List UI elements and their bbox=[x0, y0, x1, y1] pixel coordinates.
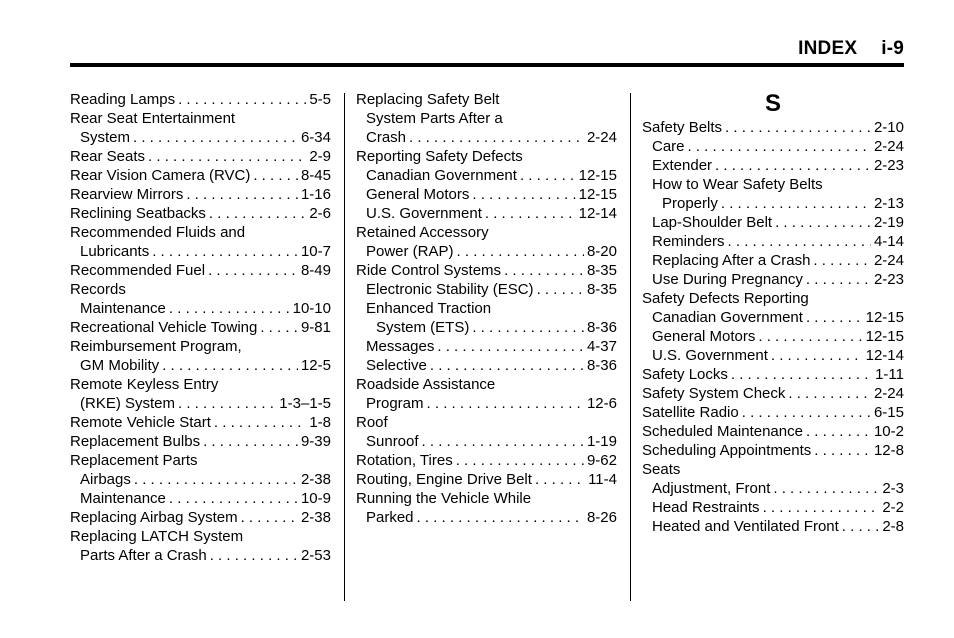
entry-term: General Motors bbox=[652, 328, 756, 345]
entry-term: Parked bbox=[366, 509, 414, 526]
entry-term: Rear Vision Camera (RVC) bbox=[70, 167, 251, 184]
entry-page-ref: 1-19 bbox=[586, 433, 617, 450]
dot-leader bbox=[806, 422, 871, 441]
entry-term: Ride Control Systems bbox=[356, 262, 502, 279]
entry-term: Scheduling Appointments bbox=[642, 442, 812, 459]
entry-term: Selective bbox=[366, 357, 427, 374]
entry-page-ref: 12-15 bbox=[578, 186, 617, 203]
index-entry bbox=[70, 166, 331, 185]
index-entry bbox=[70, 223, 331, 242]
entry-term: Safety Locks bbox=[642, 366, 728, 383]
entry-page-ref: 11-4 bbox=[588, 471, 617, 488]
index-entry bbox=[356, 413, 617, 432]
dot-leader bbox=[134, 470, 298, 489]
dot-leader bbox=[178, 394, 276, 413]
index-entry bbox=[70, 109, 331, 128]
index-entry bbox=[70, 432, 331, 451]
dot-leader bbox=[241, 508, 298, 527]
dot-leader bbox=[133, 128, 298, 147]
entry-term: Replacing After a Crash bbox=[652, 252, 811, 269]
index-column-1 bbox=[70, 90, 331, 565]
entry-term: Extender bbox=[652, 157, 713, 174]
entry-term: (RKE) System bbox=[80, 395, 176, 412]
dot-leader bbox=[148, 147, 306, 166]
index-entry bbox=[642, 422, 904, 441]
index-entry bbox=[642, 175, 904, 194]
index-entry bbox=[70, 470, 331, 489]
entry-page-ref: 9-81 bbox=[300, 319, 331, 336]
index-entry bbox=[356, 432, 617, 451]
index-entry bbox=[70, 299, 331, 318]
entry-term: Replacing Airbag System bbox=[70, 509, 238, 526]
entry-term: Roadside Assistance bbox=[356, 376, 496, 393]
dot-leader bbox=[472, 185, 575, 204]
entry-page-ref: 2-2 bbox=[882, 499, 904, 516]
entry-page-ref: 1-8 bbox=[309, 414, 331, 431]
index-entry bbox=[356, 356, 617, 375]
entry-term: Scheduled Maintenance bbox=[642, 423, 803, 440]
index-entry bbox=[642, 194, 904, 213]
index-entry bbox=[642, 270, 904, 289]
dot-leader bbox=[427, 394, 584, 413]
entry-term: Power (RAP) bbox=[366, 243, 454, 260]
entry-page-ref: 2-23 bbox=[873, 271, 904, 288]
entry-page-ref: 1-16 bbox=[300, 186, 331, 203]
entry-page-ref: 2-8 bbox=[882, 518, 904, 535]
entry-term: General Motors bbox=[366, 186, 470, 203]
page-number: i-9 bbox=[881, 38, 904, 59]
index-column-2 bbox=[356, 90, 617, 527]
dot-leader bbox=[457, 242, 584, 261]
index-entry bbox=[70, 204, 331, 223]
entry-term: Replacing LATCH System bbox=[70, 528, 244, 545]
entry-page-ref: 5-5 bbox=[309, 91, 331, 108]
header-title: INDEX bbox=[798, 38, 858, 59]
index-entry bbox=[356, 451, 617, 470]
dot-leader bbox=[775, 213, 871, 232]
entry-page-ref: 2-6 bbox=[309, 205, 331, 222]
entry-term: Rear Seat Entertainment bbox=[70, 110, 236, 127]
index-entry bbox=[70, 128, 331, 147]
dot-leader bbox=[437, 337, 584, 356]
index-entry bbox=[356, 394, 617, 413]
index-entry bbox=[642, 251, 904, 270]
entry-page-ref: 6-34 bbox=[300, 129, 331, 146]
dot-leader bbox=[203, 432, 298, 451]
dot-leader bbox=[178, 90, 306, 109]
entry-page-ref: 2-38 bbox=[300, 509, 331, 526]
index-entry bbox=[70, 90, 331, 109]
index-entry bbox=[642, 156, 904, 175]
entry-term: Adjustment, Front bbox=[652, 480, 771, 497]
index-entry bbox=[70, 147, 331, 166]
entry-term: Reporting Safety Defects bbox=[356, 148, 523, 165]
entry-term: Satellite Radio bbox=[642, 404, 739, 421]
index-entry bbox=[642, 308, 904, 327]
entry-term: Remote Keyless Entry bbox=[70, 376, 219, 393]
entry-page-ref: 2-24 bbox=[873, 252, 904, 269]
entry-term: Heated and Ventilated Front bbox=[652, 518, 839, 535]
dot-leader bbox=[688, 137, 871, 156]
index-entry bbox=[356, 375, 617, 394]
index-entry bbox=[70, 356, 331, 375]
dot-leader bbox=[535, 470, 585, 489]
entry-term: Parts After a Crash bbox=[80, 547, 207, 564]
index-entry bbox=[356, 470, 617, 489]
entry-page-ref: 8-26 bbox=[586, 509, 617, 526]
index-entry bbox=[642, 441, 904, 460]
entry-page-ref: 12-15 bbox=[865, 328, 904, 345]
header-rule bbox=[70, 63, 904, 67]
dot-leader bbox=[169, 299, 290, 318]
entry-term: Replacing Safety Belt bbox=[356, 91, 500, 108]
index-entry bbox=[356, 280, 617, 299]
dot-leader bbox=[728, 232, 871, 251]
index-entry bbox=[356, 90, 617, 109]
index-entry bbox=[642, 403, 904, 422]
index-entry bbox=[642, 327, 904, 346]
entry-term: Maintenance bbox=[80, 490, 166, 507]
entry-page-ref: 1-11 bbox=[875, 366, 904, 383]
dot-leader bbox=[422, 432, 584, 451]
entry-page-ref: 8-36 bbox=[586, 319, 617, 336]
entry-term: Recommended Fluids and bbox=[70, 224, 246, 241]
dot-leader bbox=[253, 166, 298, 185]
column-divider bbox=[630, 93, 631, 601]
entry-term: Lap-Shoulder Belt bbox=[652, 214, 773, 231]
entry-page-ref: 12-5 bbox=[300, 357, 331, 374]
entry-term: Reimbursement Program, bbox=[70, 338, 242, 355]
entry-term: Canadian Government bbox=[652, 309, 803, 326]
dot-leader bbox=[537, 280, 584, 299]
index-entry bbox=[642, 118, 904, 137]
entry-page-ref: 12-15 bbox=[865, 309, 904, 326]
dot-leader bbox=[771, 346, 863, 365]
entry-page-ref: 8-36 bbox=[586, 357, 617, 374]
index-entry bbox=[70, 280, 331, 299]
entry-term: Retained Accessory bbox=[356, 224, 489, 241]
index-entry bbox=[70, 337, 331, 356]
entry-term: Maintenance bbox=[80, 300, 166, 317]
index-entry bbox=[642, 498, 904, 517]
dot-leader bbox=[169, 489, 298, 508]
index-entry bbox=[70, 451, 331, 470]
dot-leader bbox=[806, 308, 863, 327]
dot-leader bbox=[721, 194, 871, 213]
entry-page-ref: 10-10 bbox=[292, 300, 331, 317]
entry-term: System (ETS) bbox=[376, 319, 470, 336]
entry-term: Messages bbox=[366, 338, 435, 355]
entry-term: Recreational Vehicle Towing bbox=[70, 319, 258, 336]
index-entry bbox=[70, 375, 331, 394]
index-entry bbox=[642, 346, 904, 365]
dot-leader bbox=[842, 517, 880, 536]
entry-page-ref: 8-45 bbox=[300, 167, 331, 184]
index-entry bbox=[356, 242, 617, 261]
index-entry bbox=[642, 479, 904, 498]
entry-term: Safety System Check bbox=[642, 385, 786, 402]
entry-page-ref: 2-3 bbox=[882, 480, 904, 497]
index-entry bbox=[642, 365, 904, 384]
entry-term: System Parts After a bbox=[366, 110, 503, 127]
index-entry bbox=[356, 223, 617, 242]
entry-page-ref: 8-20 bbox=[586, 243, 617, 260]
entry-page-ref: 10-9 bbox=[300, 490, 331, 507]
index-entry bbox=[70, 185, 331, 204]
entry-page-ref: 10-2 bbox=[873, 423, 904, 440]
entry-term: Reminders bbox=[652, 233, 725, 250]
entry-term: Rear Seats bbox=[70, 148, 146, 165]
entry-page-ref: 2-23 bbox=[873, 157, 904, 174]
index-entry bbox=[356, 147, 617, 166]
dot-leader bbox=[806, 270, 871, 289]
dot-leader bbox=[814, 441, 871, 460]
entry-term: Lubricants bbox=[80, 243, 150, 260]
entry-term: GM Mobility bbox=[80, 357, 160, 374]
index-entry bbox=[70, 508, 331, 527]
entry-page-ref: 2-24 bbox=[586, 129, 617, 146]
dot-leader bbox=[456, 451, 584, 470]
dot-leader bbox=[758, 327, 862, 346]
entry-term: Properly bbox=[662, 195, 718, 212]
dot-leader bbox=[725, 118, 871, 137]
index-entry bbox=[70, 261, 331, 280]
entry-page-ref: 8-35 bbox=[586, 281, 617, 298]
entry-page-ref: 8-35 bbox=[586, 262, 617, 279]
dot-leader bbox=[731, 365, 872, 384]
entry-page-ref: 10-7 bbox=[300, 243, 331, 260]
dot-leader bbox=[813, 251, 871, 270]
entry-page-ref: 2-24 bbox=[873, 385, 904, 402]
entry-term: Program bbox=[366, 395, 424, 412]
dot-leader bbox=[186, 185, 298, 204]
dot-leader bbox=[773, 479, 879, 498]
index-entry bbox=[642, 213, 904, 232]
entry-term: Enhanced Traction bbox=[366, 300, 492, 317]
entry-term: Safety Defects Reporting bbox=[642, 290, 809, 307]
index-entry bbox=[356, 318, 617, 337]
index-entry bbox=[642, 460, 904, 479]
entry-page-ref: 12-8 bbox=[873, 442, 904, 459]
dot-leader bbox=[520, 166, 576, 185]
entry-term: Canadian Government bbox=[366, 167, 517, 184]
dot-leader bbox=[162, 356, 298, 375]
dot-leader bbox=[504, 261, 584, 280]
entry-term: Records bbox=[70, 281, 126, 298]
index-entry bbox=[356, 185, 617, 204]
entry-page-ref: 9-39 bbox=[300, 433, 331, 450]
entry-term: U.S. Government bbox=[652, 347, 768, 364]
entry-term: Rearview Mirrors bbox=[70, 186, 184, 203]
index-entry bbox=[356, 489, 617, 508]
dot-leader bbox=[742, 403, 871, 422]
index-entry bbox=[356, 166, 617, 185]
page-header bbox=[798, 38, 904, 60]
entry-page-ref: 12-6 bbox=[586, 395, 617, 412]
dot-leader bbox=[788, 384, 871, 403]
dot-leader bbox=[210, 546, 298, 565]
index-entry bbox=[642, 517, 904, 536]
entry-term: Safety Belts bbox=[642, 119, 723, 136]
entry-page-ref: 12-14 bbox=[865, 347, 904, 364]
entry-term: Electronic Stability (ESC) bbox=[366, 281, 534, 298]
entry-term: Remote Vehicle Start bbox=[70, 414, 211, 431]
entry-term: System bbox=[80, 129, 131, 146]
section-letter: S bbox=[764, 90, 781, 117]
dot-leader bbox=[763, 498, 880, 517]
entry-page-ref: 2-24 bbox=[873, 138, 904, 155]
entry-term: How to Wear Safety Belts bbox=[652, 176, 823, 193]
dot-leader bbox=[209, 204, 306, 223]
dot-leader bbox=[260, 318, 298, 337]
entry-term: Running the Vehicle While bbox=[356, 490, 532, 507]
index-entry bbox=[642, 137, 904, 156]
entry-term: Care bbox=[652, 138, 685, 155]
entry-term: Crash bbox=[366, 129, 407, 146]
entry-term: Routing, Engine Drive Belt bbox=[356, 471, 532, 488]
index-entry bbox=[356, 261, 617, 280]
entry-page-ref: 2-13 bbox=[873, 195, 904, 212]
entry-page-ref: 4-14 bbox=[873, 233, 904, 250]
index-entry bbox=[356, 508, 617, 527]
entry-term: Seats bbox=[642, 461, 681, 478]
entry-term: Airbags bbox=[80, 471, 131, 488]
entry-page-ref: 2-10 bbox=[873, 119, 904, 136]
entry-term: U.S. Government bbox=[366, 205, 482, 222]
index-entry bbox=[356, 299, 617, 318]
entry-page-ref: 2-53 bbox=[300, 547, 331, 564]
entry-page-ref: 6-15 bbox=[873, 404, 904, 421]
entry-term: Roof bbox=[356, 414, 388, 431]
index-entry bbox=[356, 204, 617, 223]
entry-page-ref: 1-3–1-5 bbox=[279, 395, 331, 412]
index-entry bbox=[70, 527, 331, 546]
entry-page-ref: 12-15 bbox=[578, 167, 617, 184]
entry-term: Rotation, Tires bbox=[356, 452, 453, 469]
entry-page-ref: 12-14 bbox=[578, 205, 617, 222]
entry-page-ref: 4-37 bbox=[586, 338, 617, 355]
dot-leader bbox=[430, 356, 584, 375]
dot-leader bbox=[208, 261, 298, 280]
entry-term: Recommended Fuel bbox=[70, 262, 206, 279]
index-entry bbox=[70, 546, 331, 565]
dot-leader bbox=[152, 242, 298, 261]
index-entry bbox=[642, 232, 904, 251]
index-entry bbox=[356, 337, 617, 356]
index-entry bbox=[356, 128, 617, 147]
index-entry bbox=[70, 489, 331, 508]
index-entry bbox=[642, 384, 904, 403]
index-entry bbox=[356, 109, 617, 128]
dot-leader bbox=[485, 204, 576, 223]
entry-term: Sunroof bbox=[366, 433, 419, 450]
index-entry bbox=[70, 413, 331, 432]
column-divider bbox=[344, 93, 345, 601]
index-entry bbox=[642, 289, 904, 308]
dot-leader bbox=[715, 156, 871, 175]
dot-leader bbox=[472, 318, 584, 337]
index-column-3 bbox=[642, 90, 904, 536]
entry-page-ref: 9-62 bbox=[586, 452, 617, 469]
entry-term: Replacement Parts bbox=[70, 452, 198, 469]
entry-term: Reading Lamps bbox=[70, 91, 176, 108]
dot-leader bbox=[214, 413, 306, 432]
index-entry bbox=[70, 318, 331, 337]
index-entry bbox=[70, 394, 331, 413]
entry-page-ref: 8-49 bbox=[300, 262, 331, 279]
index-entry bbox=[70, 242, 331, 261]
dot-leader bbox=[409, 128, 584, 147]
entry-term: Replacement Bulbs bbox=[70, 433, 201, 450]
entry-term: Head Restraints bbox=[652, 499, 760, 516]
entry-page-ref: 2-9 bbox=[309, 148, 331, 165]
entry-page-ref: 2-19 bbox=[873, 214, 904, 231]
entry-term: Reclining Seatbacks bbox=[70, 205, 206, 222]
entry-term: Use During Pregnancy bbox=[652, 271, 803, 288]
dot-leader bbox=[417, 508, 584, 527]
entry-page-ref: 2-38 bbox=[300, 471, 331, 488]
